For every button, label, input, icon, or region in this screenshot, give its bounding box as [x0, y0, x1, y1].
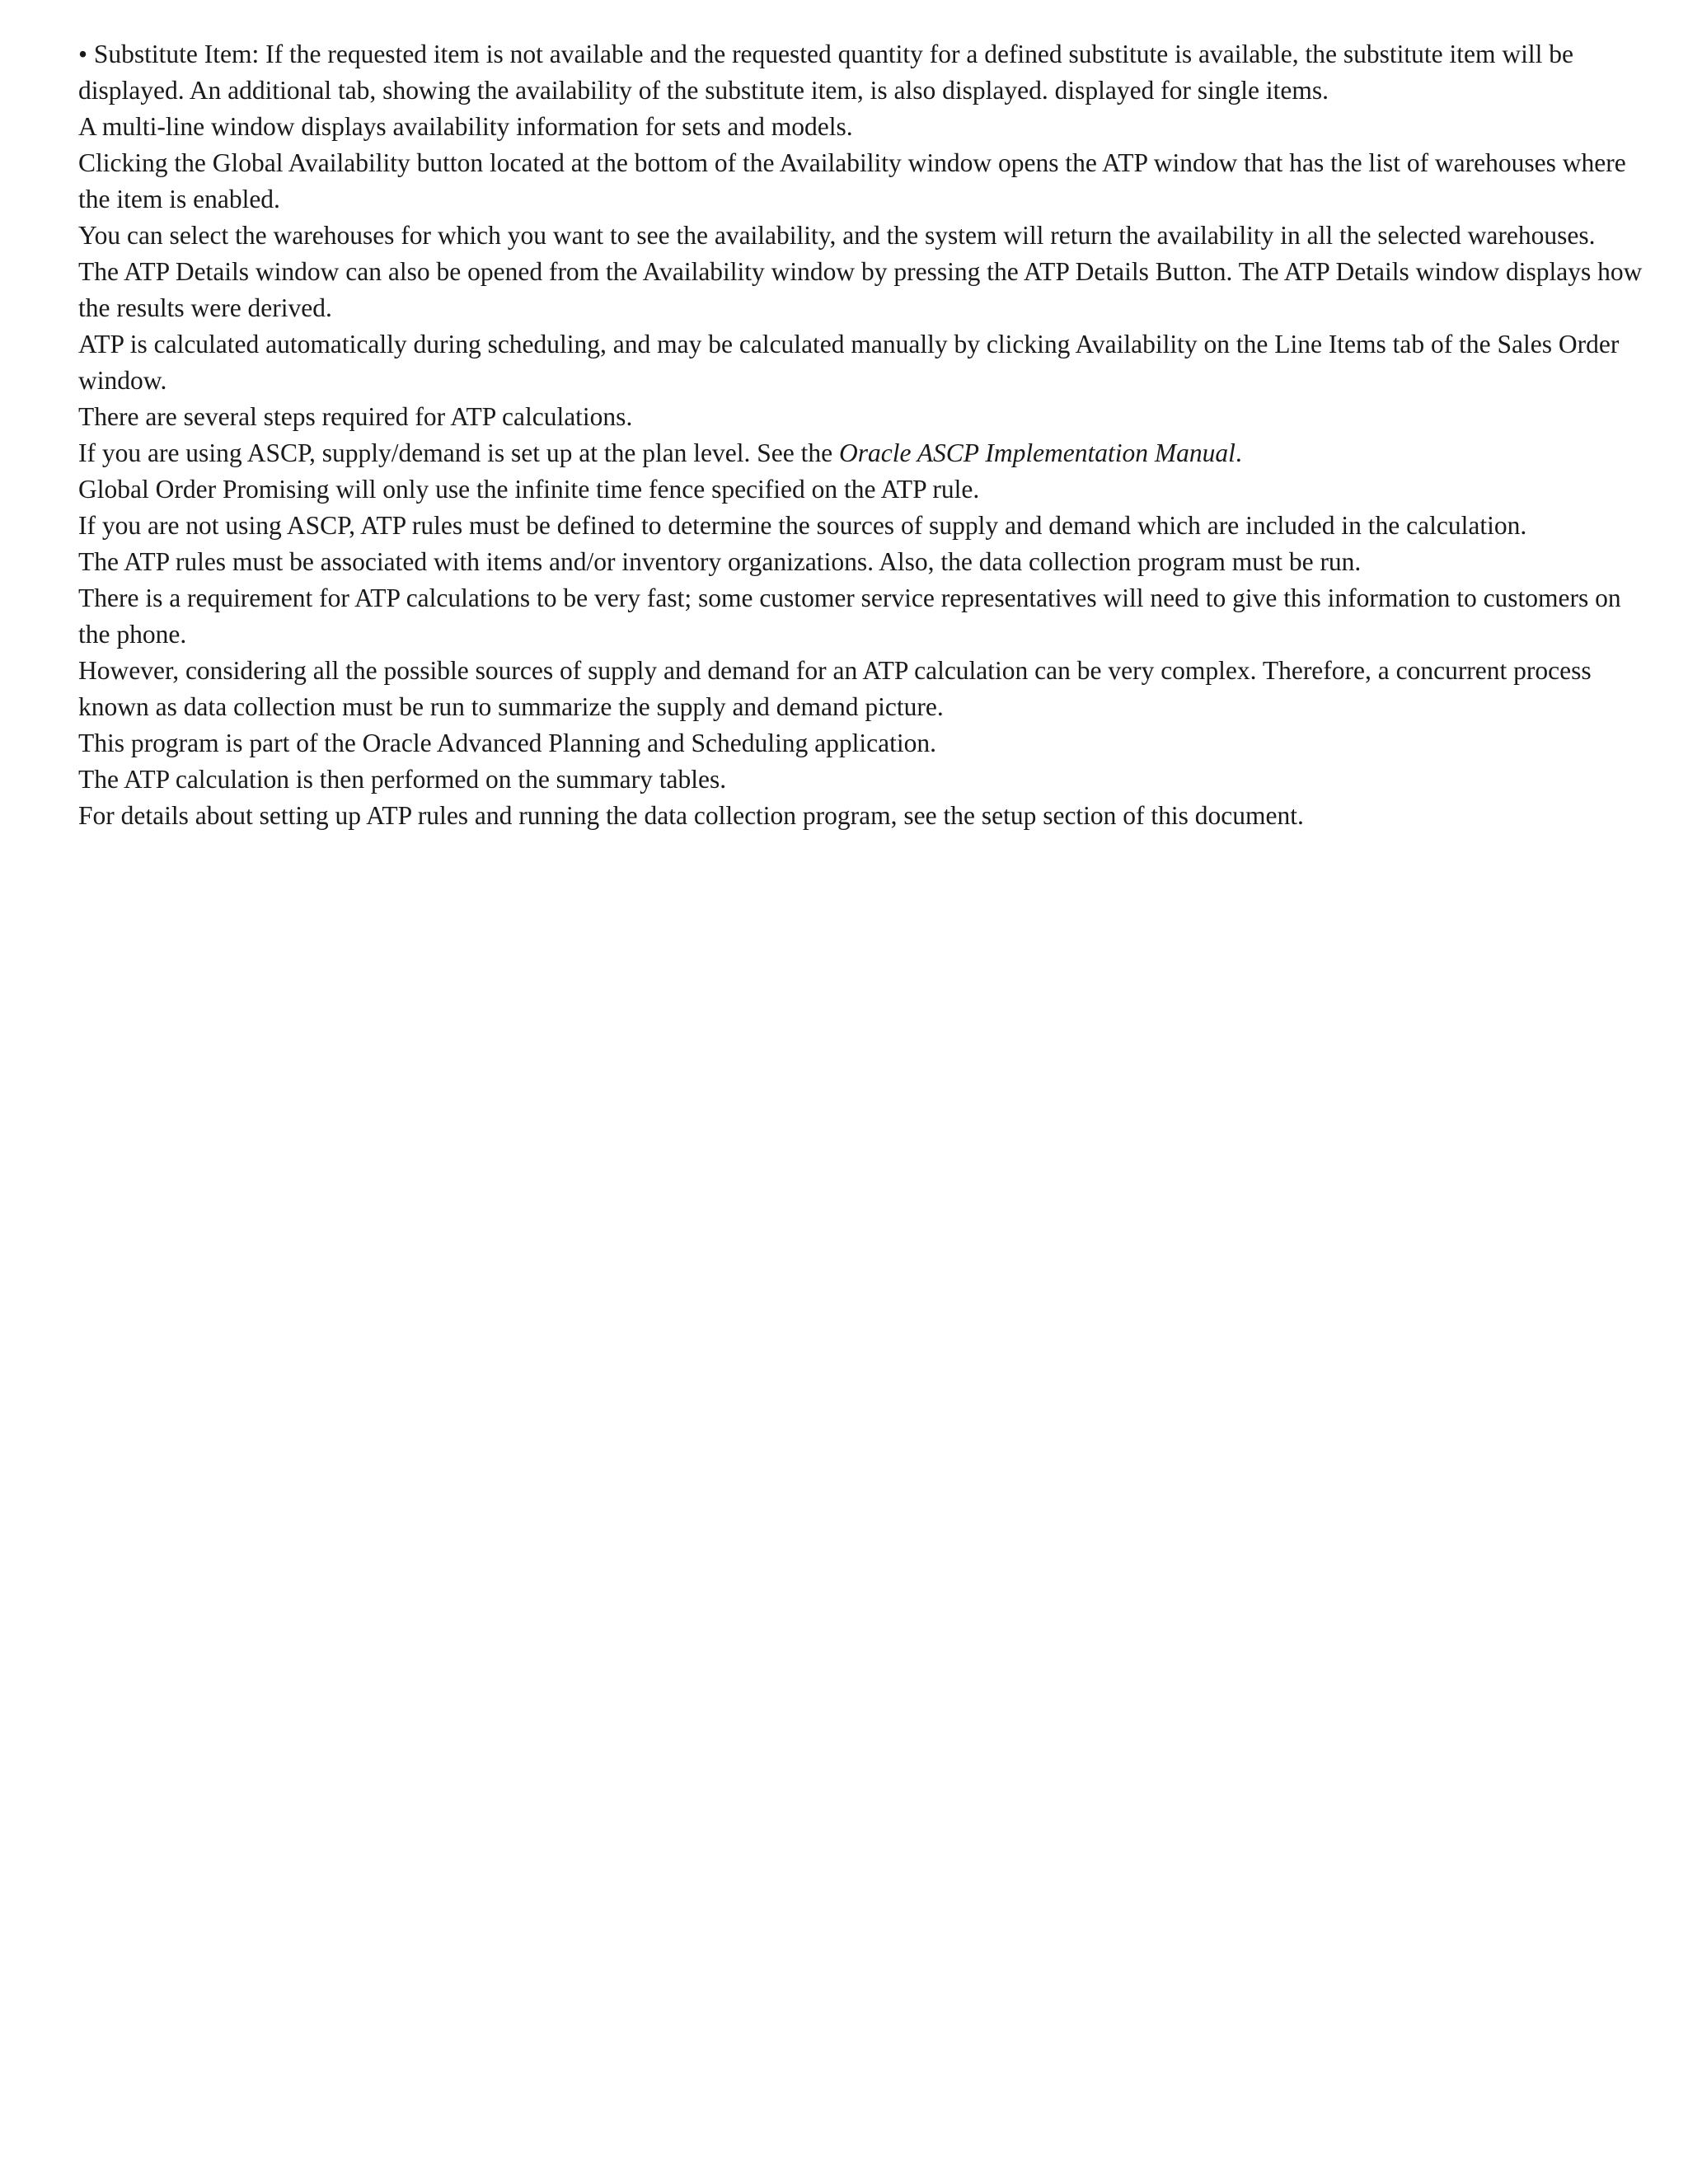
paragraph-atp-details: The ATP Details window can also be opened from the Availability window by pressing the ATP Details Button. The ATP Details window displays how the results were derived. [78, 257, 1643, 322]
paragraph-using-ascp [78, 435, 1644, 471]
paragraph-requirement-fast: There is a requirement for ATP calculations to be very fast; some customer service representatives will need to give this information to customers on the phone. [78, 583, 1621, 649]
document-body [78, 36, 1644, 834]
paragraph-not-using-ascp: If you are not using ASCP, ATP rules must be defined to determine the sources of supply and demand which are included in the calculation. [78, 511, 1527, 540]
paragraph-global-availability: Clicking the Global Availability button located at the bottom of the Availability window opens the ATP window that has the list of warehouses where the item is enabled. [78, 148, 1626, 213]
ascp-manual-title: Oracle ASCP Implementation Manual [839, 438, 1236, 467]
paragraph-data-collection: However, considering all the possible sources of supply and demand for an ATP calculation can be very complex. Therefore, a concurrent process known as data collection must be run to summarize the supply and demand picture. [78, 656, 1592, 721]
paragraph-multi-line-window: A multi-line window displays availability information for sets and models. [78, 112, 853, 141]
paragraph-global-order-promising: Global Order Promising will only use the infinite time fence specified on the ATP rule. [78, 475, 980, 504]
paragraph-setup-details: For details about setting up ATP rules and running the data collection program, see the setup section of this document. [78, 801, 1304, 830]
paragraph-atp-rules-associated: The ATP rules must be associated with items and/or inventory organizations. Also, the data collection program must be run. [78, 547, 1362, 576]
ascp-prefix: If you are using ASCP, supply/demand is set up at the plan level. See the [78, 438, 839, 467]
ascp-suffix: . [1235, 438, 1242, 467]
paragraph-substitute-item: • Substitute Item: If the requested item is not available and the requested quantity for a defined substitute is available, the substitute item will be displayed. An additional tab, showing the availability of the substitute item, is also displayed. displayed for single items. [78, 40, 1573, 105]
paragraph-select-warehouses: You can select the warehouses for which you want to see the availability, and the system will return the availability in all the selected warehouses. [78, 221, 1596, 250]
paragraph-summary-tables: The ATP calculation is then performed on the summary tables. [78, 765, 727, 794]
paragraph-atp-calculated: ATP is calculated automatically during scheduling, and may be calculated manually by clicking Availability on the Line Items tab of the Sales Order window. [78, 330, 1620, 395]
paragraph-steps-required: There are several steps required for ATP calculations. [78, 402, 633, 431]
paragraph-oracle-aps: This program is part of the Oracle Advanced Planning and Scheduling application. [78, 729, 936, 757]
